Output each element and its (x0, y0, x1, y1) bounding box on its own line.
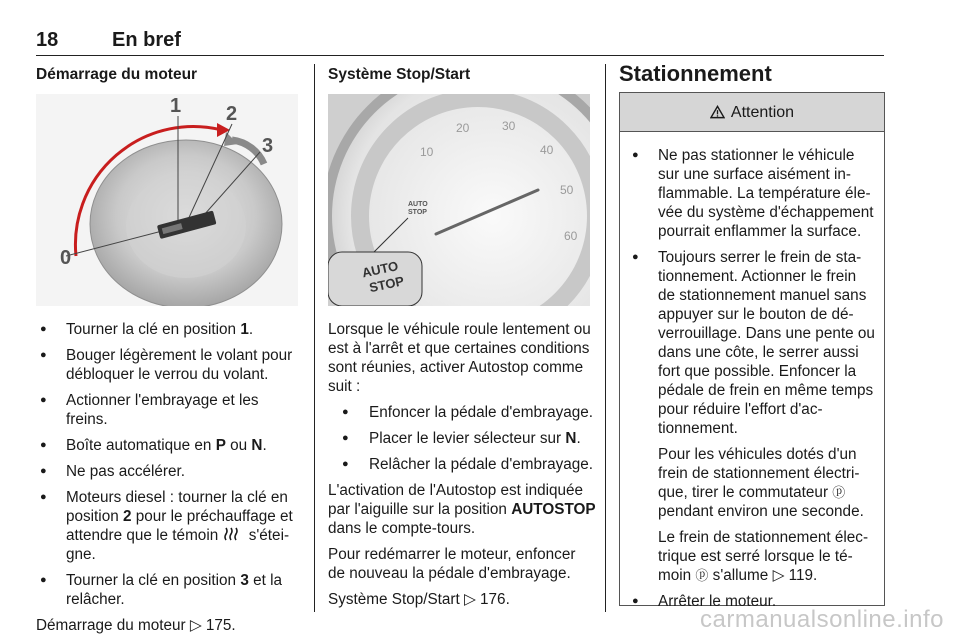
starting-steps-list (36, 320, 302, 609)
dial-number-20: 20 (456, 121, 470, 135)
page-header-title: En bref (112, 29, 181, 51)
page-ref-arrow-icon: ▷ (772, 567, 785, 584)
position-label-3: 3 (262, 135, 274, 157)
autostop-activation-text: L'activation de l'Autostop est indiquée par l'aiguille sur la position AUTOSTOP dans le compte-tours. (328, 482, 596, 537)
column-divider-2 (605, 64, 606, 612)
list-item: ● Ne pas stationner le véhicule sur une surface aisément inflammable. La température élevée du système d'échappement pourrait enflammer la surface. (628, 146, 876, 241)
restart-text: Pour redémarrer le moteur, enfoncer de nouveau la pédale d'embrayage. (328, 546, 576, 582)
list-item: ● Actionner l'embrayage et les freins. (36, 391, 302, 429)
cross-reference: Démarrage du moteur ▷ 175. (36, 617, 236, 634)
section-heading-stop-start: Système Stop/Start (328, 66, 471, 83)
column-stop-start (328, 65, 596, 616)
page-ref-arrow-icon: ▷ (464, 591, 476, 608)
list-item: ● Boîte automatique en P ou N. (36, 436, 302, 455)
parking-brake-icon: ⓟ (832, 485, 846, 500)
autostop-intro: Lorsque le véhicule roule lentement ou est à l'arrêt et que certaines conditions sont réunies, activer Autostop comme suit : (328, 321, 591, 395)
autostop-steps-list (328, 403, 596, 474)
list-item: ● Tourner la clé en position 1. (36, 320, 302, 339)
electric-brake-text: Pour les véhicules dotés d'un frein de stationnement électrique, tirer le commutateur ⓟ pendant environ une seconde. (658, 446, 864, 520)
autostop-mark-top: AUTO (408, 201, 428, 208)
column-parking (619, 61, 885, 610)
dial-number-60: 60 (564, 229, 578, 243)
dial-number-10: 10 (420, 145, 434, 159)
dial-number-50: 50 (560, 183, 574, 197)
page-number: 18 (36, 29, 59, 51)
list-item: ● Relâcher la pédale d'embrayage. (328, 455, 596, 474)
position-label-1: 1 (170, 95, 182, 117)
warning-box (619, 92, 885, 610)
ignition-switch-figure (36, 94, 298, 306)
callout-auto-text: AUTO (360, 258, 400, 281)
list-item: ● Arrêter le moteur. (628, 592, 876, 611)
list-item: ● Toujours serrer le frein de stationnement. Actionner le frein de stationnement manuel sans appuyer sur le bouton de déverrouillage. Dans une pente ou dans une côte, le serrer aussi fort que possible. Enfoncer la pédale de frein en même temps pour réduire l'effort d'actionnement. (628, 248, 876, 438)
header-rule (36, 55, 884, 56)
dial-number-30: 30 (502, 119, 516, 133)
list-item: ● Ne pas accélérer. (36, 462, 302, 481)
warning-triangle-icon (710, 105, 725, 119)
position-label-2: 2 (226, 103, 238, 125)
page-ref-arrow-icon: ▷ (189, 617, 202, 634)
section-heading-starting: Démarrage du moteur (36, 66, 198, 83)
warning-label: Attention (730, 103, 795, 121)
dial-number-40: 40 (540, 143, 554, 157)
column-starting (36, 65, 302, 642)
list-item: ● Moteurs diesel : tourner la clé en position 2 pour le préchauffage et attendre que le témoin s'éteigne. (36, 488, 302, 564)
warning-body (620, 132, 884, 611)
autostop-mark-bottom: STOP (408, 209, 427, 216)
list-item: ● Placer le levier sélecteur sur N. (328, 429, 596, 448)
brake-indicator-text: Le frein de stationnement électrique est serré lorsque le témoin ⓟ s'allume ▷ 119. (658, 529, 869, 584)
position-label-0: 0 (60, 247, 72, 269)
cross-reference: Système Stop/Start ▷ 176. (328, 591, 510, 608)
list-item: ● Bouger légèrement le volant pour débloquer le verrou du volant. (36, 346, 302, 384)
parking-brake-indicator-icon: ⓟ (695, 568, 709, 583)
glow-plug-icon (224, 527, 242, 541)
callout-stop-text: STOP (367, 273, 406, 296)
section-heading-parking: Stationnement (619, 61, 772, 86)
tachometer-figure (328, 94, 590, 306)
column-divider-1 (314, 64, 315, 612)
list-item: ● Enfoncer la pédale d'embrayage. (328, 403, 596, 422)
watermark: carmanualsonline.info (700, 606, 944, 633)
list-item: ● Tourner la clé en position 3 et la relâcher. (36, 571, 302, 609)
warning-header (620, 93, 884, 132)
